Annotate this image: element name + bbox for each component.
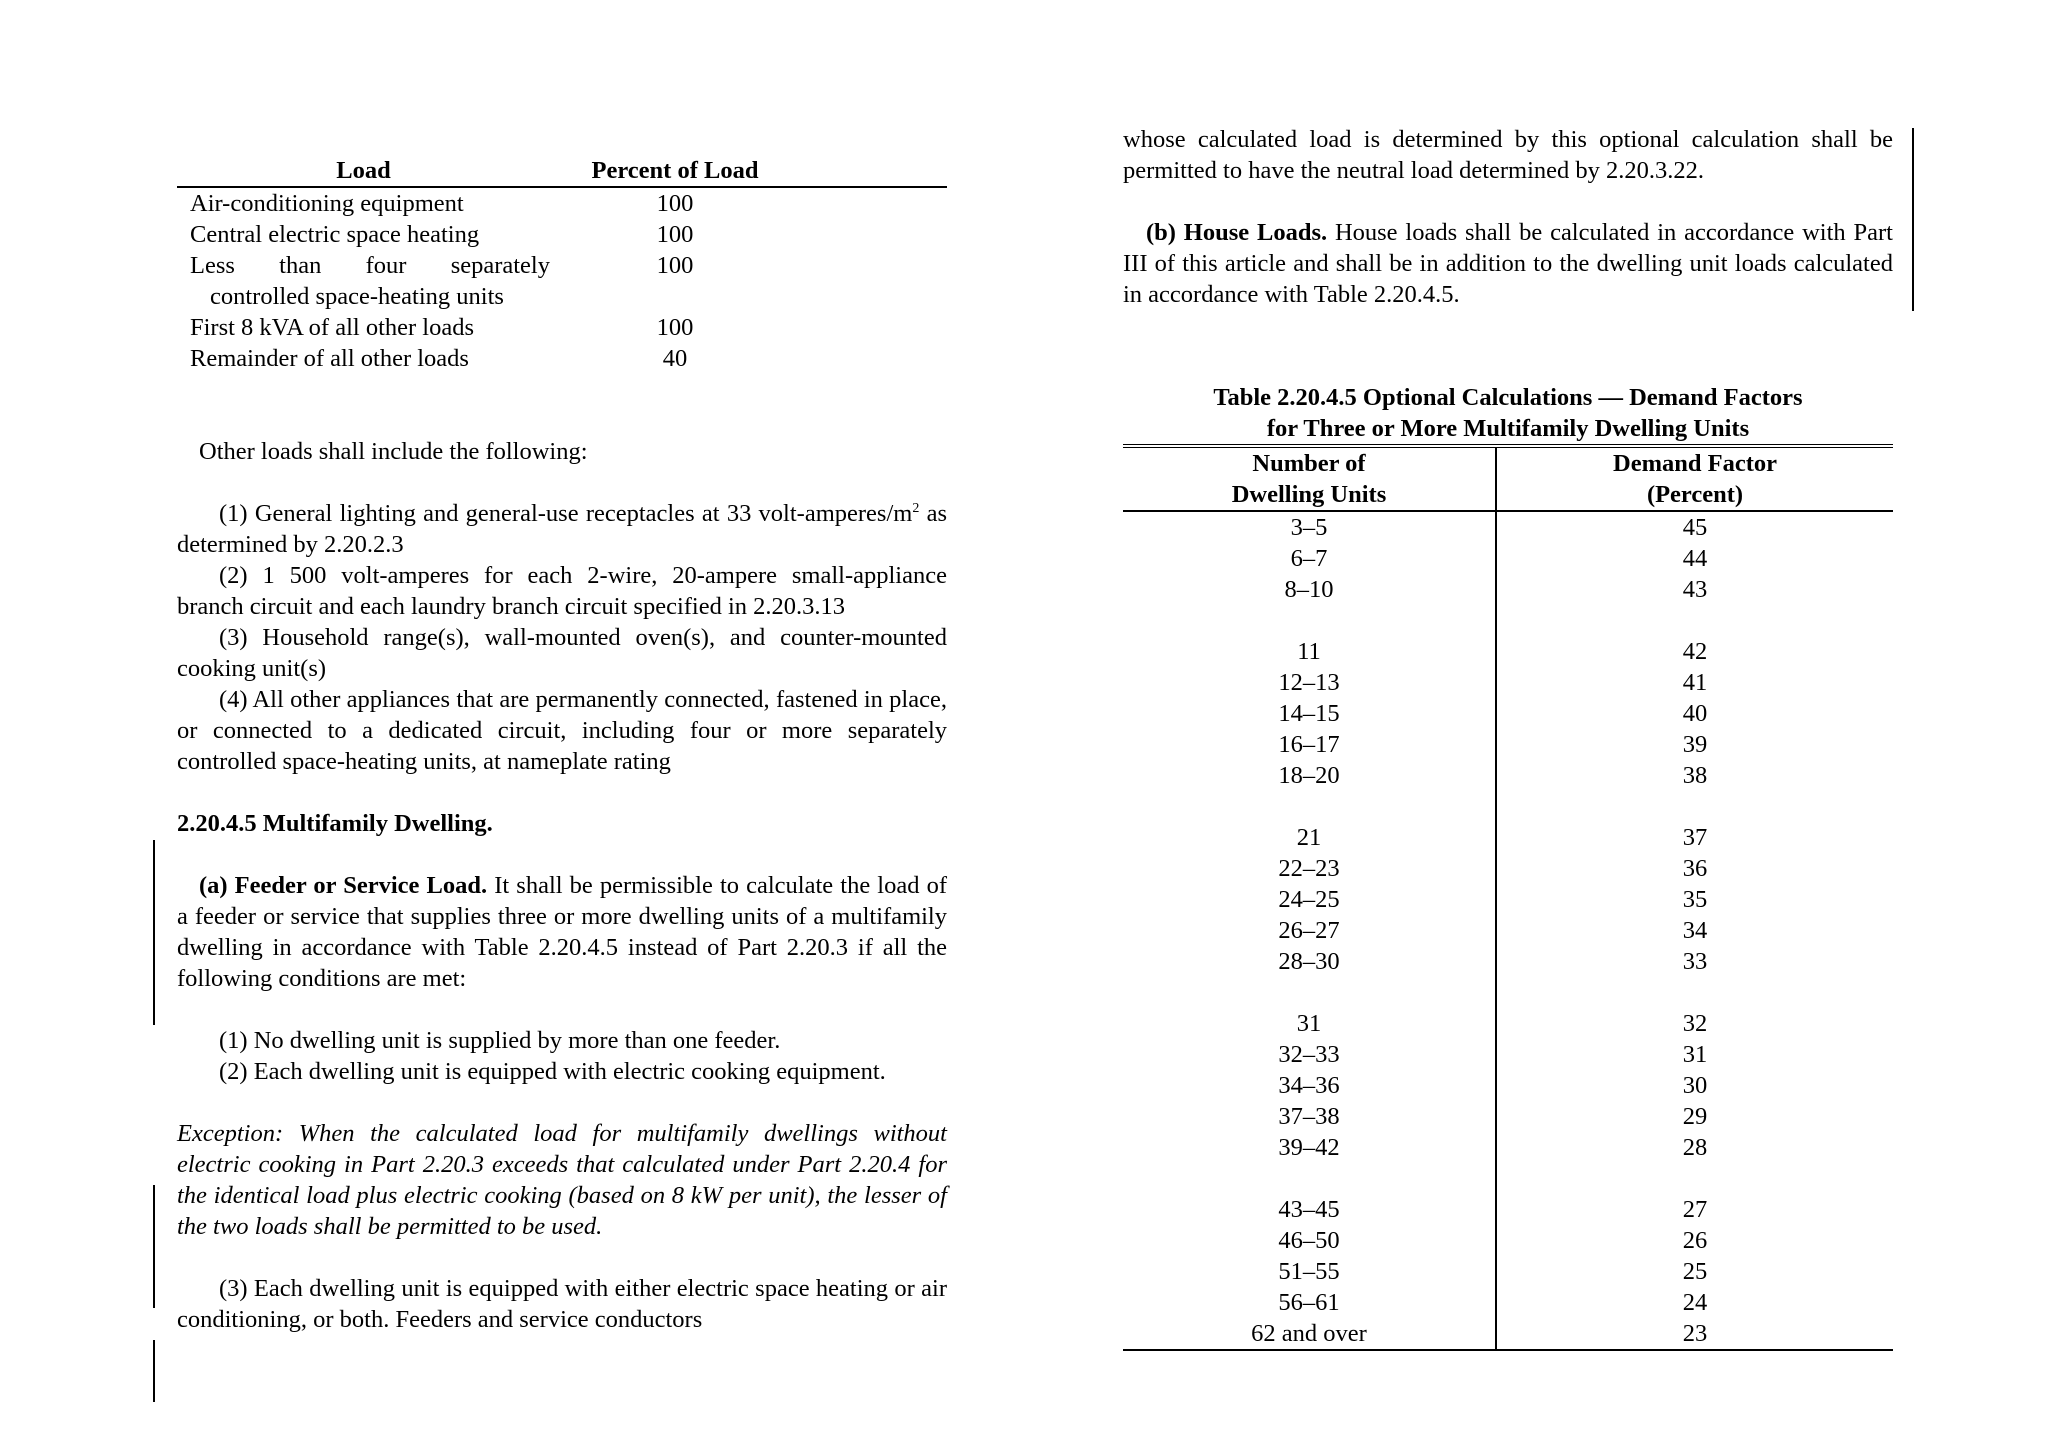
table-row: [1123, 1163, 1893, 1194]
dwelling-units-cell: 62 and over: [1123, 1318, 1496, 1350]
dwelling-units-cell: 6–7: [1123, 543, 1496, 574]
table-row: [1123, 511, 1893, 543]
table-row: [1123, 1132, 1893, 1163]
dwelling-units-cell: [1123, 977, 1496, 1008]
paragraph-b: (b) House Loads. House loads shall be calculated in accordance with Part III of this article and shall be in addition to the dwelling unit loads calculated in accordance with Table 2.20.4.5.: [1123, 219, 1893, 308]
table-row: [177, 187, 947, 219]
other-loads-intro: Other loads shall include the following:: [199, 438, 588, 465]
dwelling-units-cell: 46–50: [1123, 1225, 1496, 1256]
load-percent: 100: [656, 190, 694, 217]
load-name: [177, 250, 550, 312]
dwelling-units-cell: 3–5: [1123, 511, 1496, 543]
change-bar: [1912, 128, 1914, 311]
load-header: Load: [177, 155, 550, 187]
dwelling-units-cell: 37–38: [1123, 1101, 1496, 1132]
demand-factor-cell: 42: [1682, 638, 1708, 665]
dwelling-units-cell: 8–10: [1123, 574, 1496, 605]
table-row: [1123, 605, 1893, 636]
demand-factor-cell: 31: [1682, 1041, 1708, 1068]
condition-1: (1) No dwelling unit is supplied by more than one feeder.: [219, 1027, 781, 1054]
demand-factor-cell: 39: [1682, 731, 1708, 758]
table-row: [177, 343, 947, 374]
demand-factor-cell: 29: [1682, 1103, 1708, 1130]
demand-factor-cell: 33: [1682, 948, 1708, 975]
load-name: First 8 kVA of all other loads: [190, 314, 475, 341]
change-bar: [153, 1340, 155, 1402]
table-row: [1123, 543, 1893, 574]
demand-factor-cell: 43: [1682, 576, 1708, 603]
table-row: [1123, 667, 1893, 698]
demand-factor-cell: 23: [1682, 1320, 1708, 1347]
section-heading: 2.20.4.5 Multifamily Dwelling.: [177, 810, 493, 837]
table-row: [1123, 636, 1893, 667]
table-row: [1123, 1318, 1893, 1350]
load-name: Central electric space heating: [190, 221, 480, 248]
dwelling-units-cell: 14–15: [1123, 698, 1496, 729]
other-loads-item-3: (3) Household range(s), wall-mounted oven(s), and counter-mounted cooking unit(s): [177, 624, 947, 682]
table-row: [1123, 1008, 1893, 1039]
table-row: [1123, 1101, 1893, 1132]
load-percent: 40: [662, 345, 688, 372]
paragraph-a: (a) Feeder or Service Load. It shall be permissible to calculate the load of a feeder or service that supplies three or more dwelling units of a multifamily dwelling in accordance with Table 2.20.4.5 instead of Part 2.20.3 if all the following conditions are met:: [177, 872, 948, 992]
units-header: Number of Dwelling Units: [1123, 446, 1496, 511]
dwelling-units-cell: 18–20: [1123, 760, 1496, 791]
dwelling-units-cell: 12–13: [1123, 667, 1496, 698]
demand-factor-cell: 27: [1682, 1196, 1708, 1223]
left-column: [177, 155, 947, 1335]
demand-factor-table: [1123, 444, 1893, 1351]
dwelling-units-cell: 21: [1123, 822, 1496, 853]
table-row: [1123, 729, 1893, 760]
load-percent: 100: [656, 221, 694, 248]
condition-3: (3) Each dwelling unit is equipped with either electric space heating or air conditioning, or both. Feeders and service conductors: [177, 1275, 947, 1333]
table-row: [1123, 1194, 1893, 1225]
demand-factor-cell: 45: [1682, 514, 1708, 541]
change-bar: [153, 840, 155, 1025]
dwelling-units-cell: 43–45: [1123, 1194, 1496, 1225]
table-row: [1123, 760, 1893, 791]
table-row: [1123, 1039, 1893, 1070]
percent-header: Percent of Load: [550, 155, 800, 187]
dwelling-units-cell: [1123, 791, 1496, 822]
other-loads-item-4: (4) All other appliances that are permanently connected, fastened in place, or connected to a dedicated circuit, including four or more separately controlled space-heating units, at nameplate rating: [177, 686, 947, 775]
table-row: [1123, 946, 1893, 977]
table-row: [1123, 1287, 1893, 1318]
dwelling-units-cell: 51–55: [1123, 1256, 1496, 1287]
dwelling-units-cell: [1123, 605, 1496, 636]
dwelling-units-cell: 16–17: [1123, 729, 1496, 760]
table-row: [177, 219, 947, 250]
change-bar: [153, 1185, 155, 1308]
load-name-line2: controlled space-heating units: [210, 283, 504, 310]
dwelling-units-cell: 26–27: [1123, 915, 1496, 946]
table-row: [1123, 884, 1893, 915]
table-row: [1123, 977, 1893, 1008]
dwelling-units-cell: 34–36: [1123, 1070, 1496, 1101]
table-row: [1123, 698, 1893, 729]
condition-2: (2) Each dwelling unit is equipped with electric cooking equipment.: [219, 1058, 886, 1085]
demand-factor-cell: 40: [1682, 700, 1708, 727]
exception-text: Exception: When the calculated load for multifamily dwellings without electric cooking in Part 2.20.3 exceeds that calculated under Part 2.20.4 for the identical load plus electric cooking (based on 8 kW per unit), the lesser of the two loads shall be permitted to be used.: [177, 1120, 947, 1240]
demand-factor-cell: 30: [1682, 1072, 1708, 1099]
table-row: [1123, 574, 1893, 605]
demand-factor-cell: 34: [1682, 917, 1708, 944]
demand-factor-cell: 28: [1682, 1134, 1708, 1161]
load-percent: 100: [656, 252, 694, 279]
table-row: [1123, 791, 1893, 822]
paragraph-b-title: (b) House Loads.: [1146, 219, 1328, 246]
demand-factor-cell: [1496, 977, 1893, 1008]
demand-factor-cell: 36: [1682, 855, 1708, 882]
load-name: Remainder of all other loads: [190, 345, 469, 372]
demand-factor-cell: 41: [1682, 669, 1708, 696]
dwelling-units-cell: 56–61: [1123, 1287, 1496, 1318]
table-row: [1123, 1070, 1893, 1101]
other-loads-item-1: (1) General lighting and general-use receptacles at 33 volt-$amperes/m^2$ as determined by 2.20.2.3: [177, 500, 947, 558]
demand-factor-cell: 44: [1682, 545, 1708, 572]
dwelling-units-cell: 28–30: [1123, 946, 1496, 977]
load-percent: 100: [656, 314, 694, 341]
dwelling-units-cell: 22–23: [1123, 853, 1496, 884]
table-row: [1123, 915, 1893, 946]
dwelling-units-cell: 31: [1123, 1008, 1496, 1039]
demand-factor-cell: 35: [1682, 886, 1708, 913]
table-row: [1123, 853, 1893, 884]
load-name-line1: Less than four separately: [190, 252, 550, 279]
demand-factor-cell: 26: [1682, 1227, 1708, 1254]
demand-factor-cell: 24: [1682, 1289, 1708, 1316]
load-name: Air-conditioning equipment: [190, 190, 464, 217]
demand-factor-cell: [1496, 791, 1893, 822]
factor-header: Demand Factor (Percent): [1496, 446, 1893, 511]
right-column: [1123, 124, 1893, 1351]
table-caption: Table 2.20.4.5 Optional Calculations — Demand Factors for Three or More Multifamily Dwelling Units: [1213, 384, 1803, 442]
demand-factor-cell: [1496, 605, 1893, 636]
demand-factor-cell: 38: [1682, 762, 1708, 789]
dwelling-units-cell: 24–25: [1123, 884, 1496, 915]
dwelling-units-cell: 39–42: [1123, 1132, 1496, 1163]
paragraph-a-title: (a) Feeder or Service Load.: [199, 872, 488, 899]
demand-factor-cell: 37: [1682, 824, 1708, 851]
load-table: [177, 155, 947, 374]
demand-factor-cell: [1496, 1163, 1893, 1194]
demand-table-body: [1123, 511, 1893, 1350]
table-row: [1123, 1225, 1893, 1256]
table-row: [1123, 1256, 1893, 1287]
table-row: [1123, 822, 1893, 853]
demand-factor-cell: 25: [1682, 1258, 1708, 1285]
table-row: [177, 250, 947, 312]
demand-factor-cell: 32: [1682, 1010, 1708, 1037]
dwelling-units-cell: [1123, 1163, 1496, 1194]
condition-3-continued: whose calculated load is determined by this optional calculation shall be permitted to have the neutral load determined by 2.20.3.22.: [1123, 126, 1893, 184]
other-loads-item-2: (2) 1 500 volt-amperes for each 2-wire, 20-ampere small-appliance branch circuit and each laundry branch circuit specified in 2.20.3.13: [177, 562, 947, 620]
table-row: [177, 312, 947, 343]
dwelling-units-cell: 11: [1123, 636, 1496, 667]
dwelling-units-cell: 32–33: [1123, 1039, 1496, 1070]
